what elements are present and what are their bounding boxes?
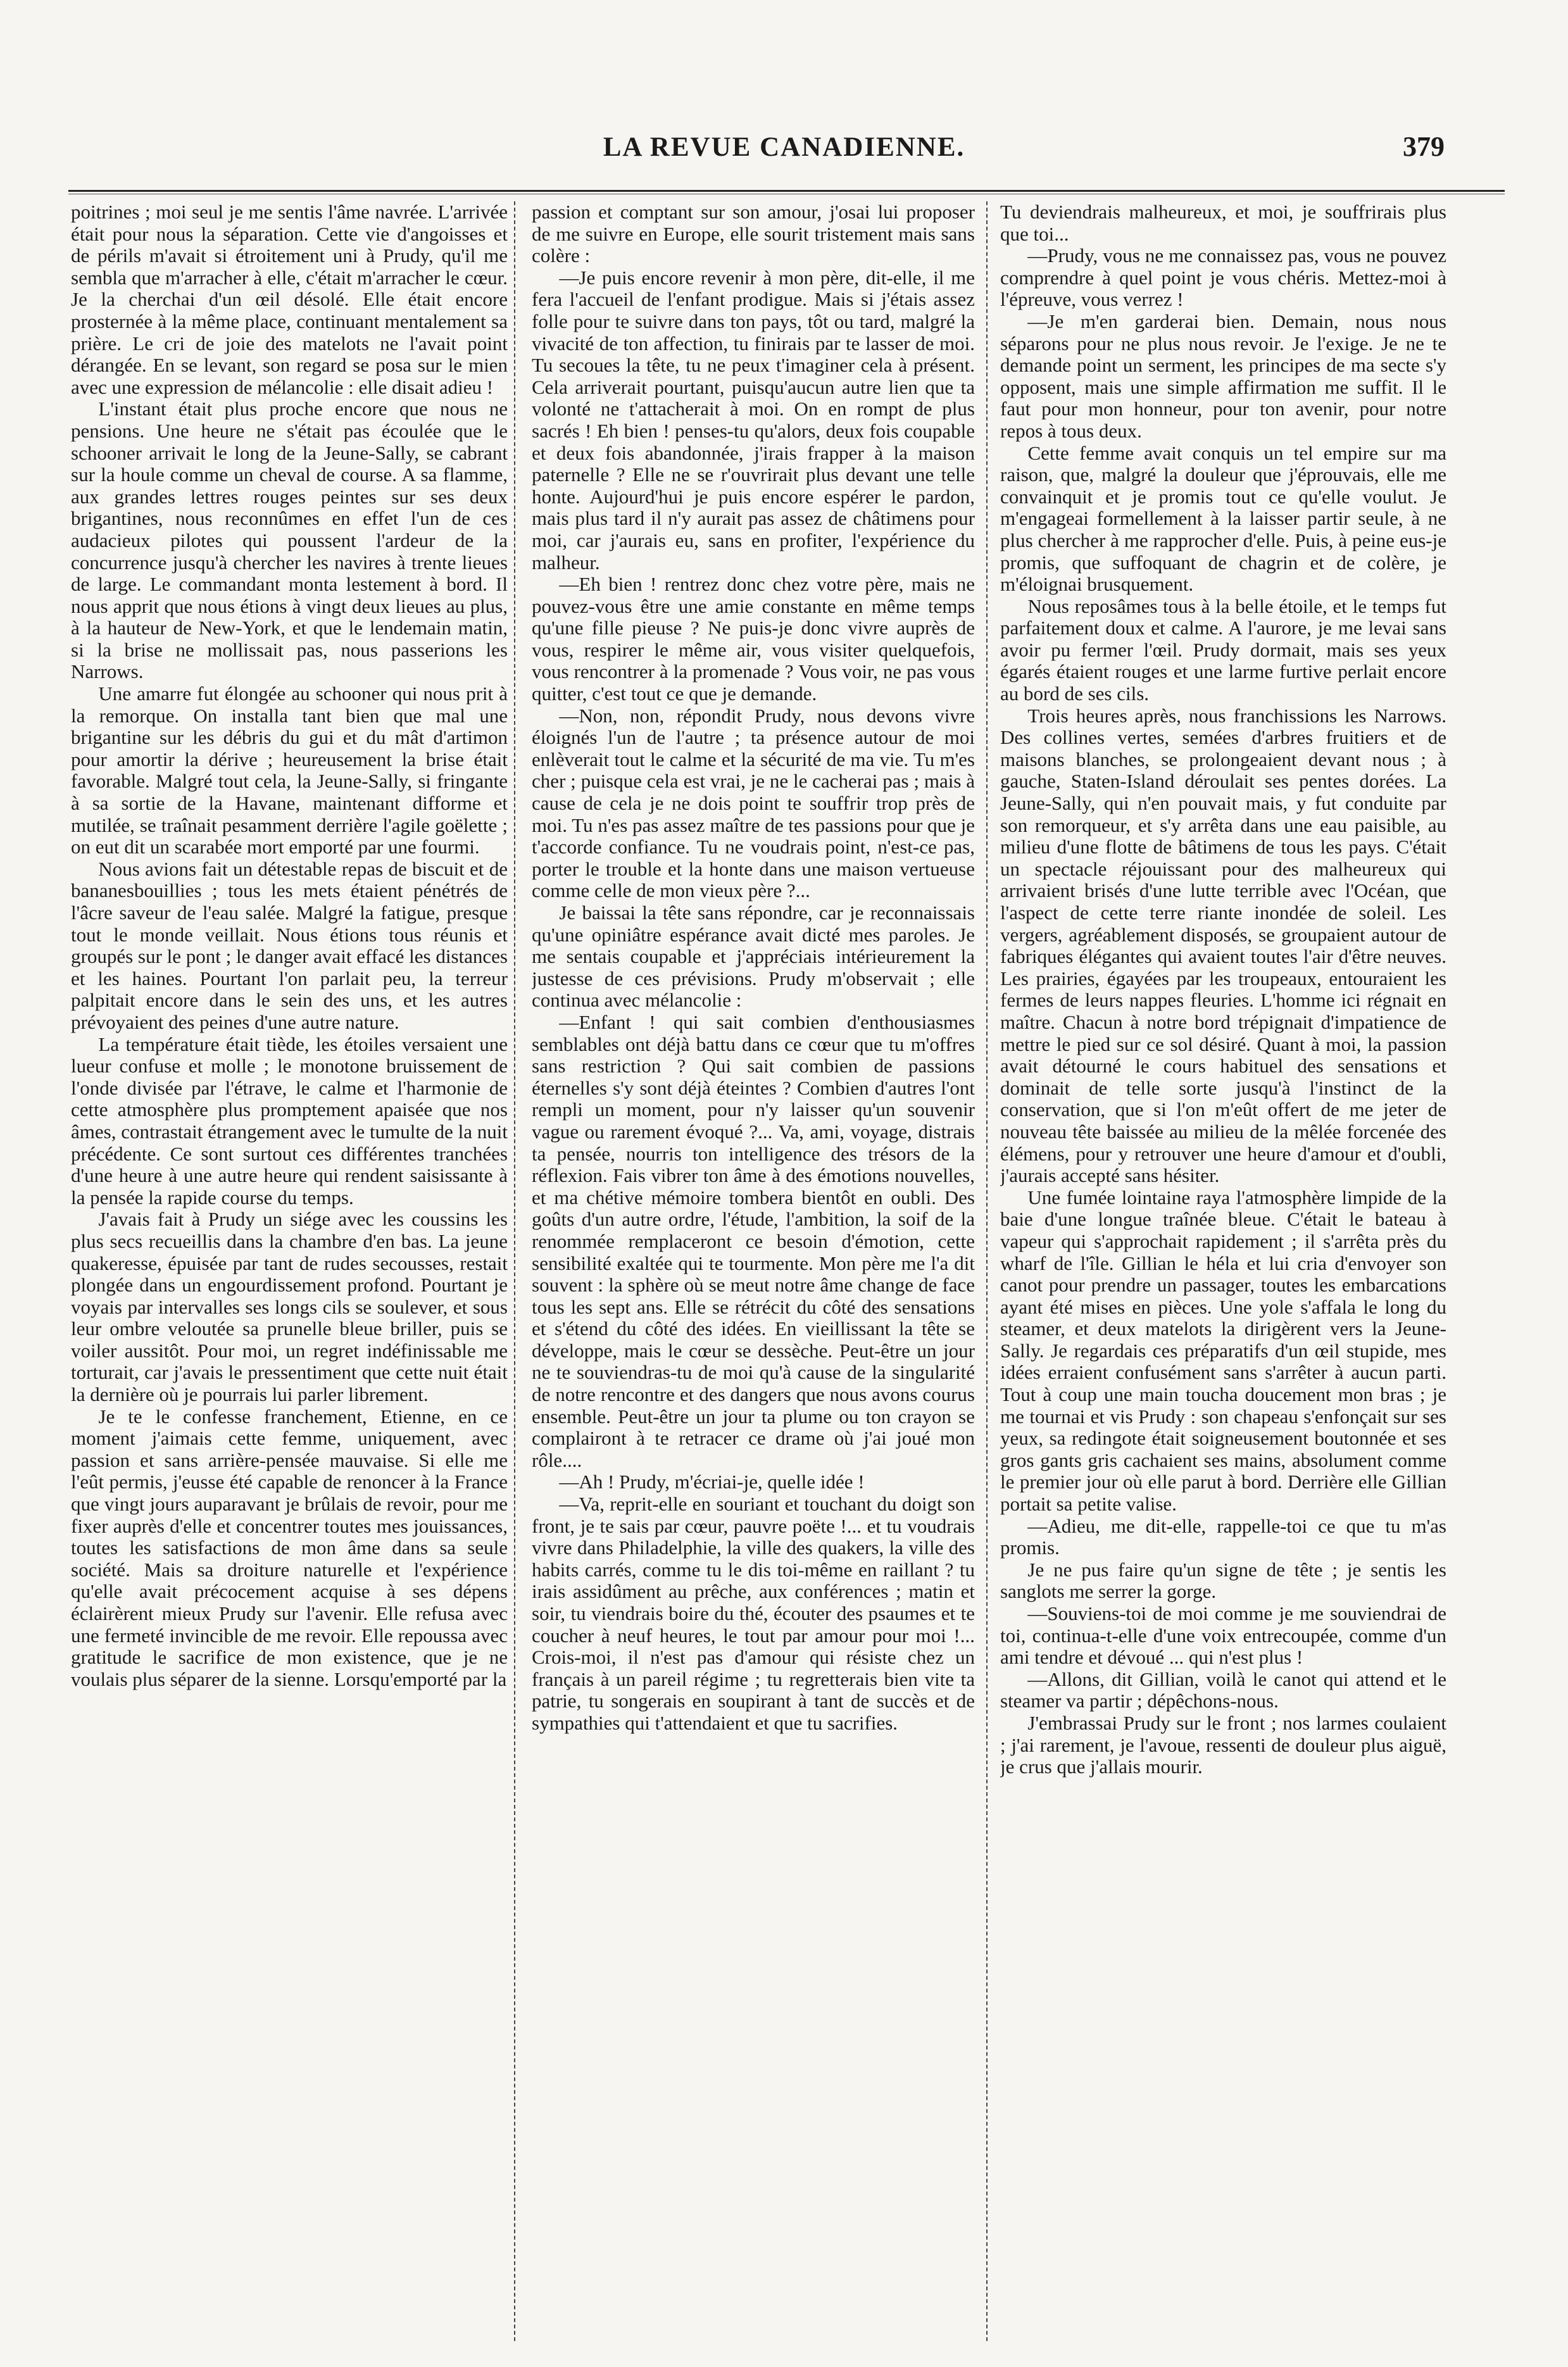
running-header-title: LA REVUE CANADIENNE.	[603, 132, 965, 162]
text-column-3	[1000, 201, 1446, 2347]
column-divider-2	[986, 201, 988, 2341]
paragraph: —Prudy, vous ne me connaissez pas, vous ne pouvez comprendre à quel point je vous chéris. Mettez-moi à l'épreuve, vous verrez !	[1000, 244, 1446, 311]
paragraph: Une fumée lointaine raya l'atmosphère limpide de la baie d'une longue traînée bleue. C'était le bateau à vapeur qui s'approchait rapidement ; il s'arrêta près du wharf de l'île. Gillian le héla et lui cria d'envoyer son canot pour prendre un passager, toutes les embarcations ayant été mises en pièces. Une yole s'affala le long du steamer, et deux matelots la dirigèrent vers la Jeune-Sally. Je regardais ces préparatifs d'un œil stupide, mes idées erraient confusément sans s'arrêter à aucun parti. Tout à coup une main toucha doucement mon bras ; je me tournai et vis Prudy : son chapeau s'enfonçait sur ses yeux, sa redingote était soigneusement boutonnée et ses gros gants gris cachaient ses mains, absolument comme le premier jour où elle parut à bord. Derrière elle Gillian portait sa petite valise.	[1000, 1186, 1446, 1516]
text-column-1	[71, 201, 508, 2347]
paragraph: Je baissai la tête sans répondre, car je reconnaissais qu'une opiniâtre espérance avait dicté mes paroles. Je me sentais coupable et j'appréciais intérieurement la justesse de ces prévisions. Prudy m'observait ; elle continua avec mélancolie :	[532, 901, 975, 1012]
paragraph: L'instant était plus proche encore que nous ne pensions. Une heure ne s'était pas écoulée que le schooner arrivait le long de la Jeune-Sally, se cabrant sur la houle comme un cheval de course. A sa flamme, aux grandes lettres rouges peintes sur ses deux brigantines, nous reconnûmes en effet l'un de ces audacieux pilotes qui poussent l'ardeur de la concurrence jusqu'à chercher les navires à trente lieues de large. Le commandant monta lestement à bord. Il nous apprit que nous étions à vingt deux lieues au plus, à la hauteur de New-York, et que le lendemain matin, si la brise ne mollissait pas, nous passerions les Narrows.	[71, 398, 508, 683]
paragraph: Nous reposâmes tous à la belle étoile, et le temps fut parfaitement doux et calme. A l'aurore, je me levai sans avoir pu fermer l'œil. Prudy dormait, mais ses yeux égarés étaient rouges et une larme furtive perlait encore au bord de ses cils.	[1000, 594, 1446, 705]
paragraph: passion et comptant sur son amour, j'osai lui proposer de me suivre en Europe, elle sourit tristement mais sans colère :	[532, 201, 975, 267]
paragraph: Nous avions fait un détestable repas de biscuit et de bananesbouillies ; tous les mets étaient pénétrés de l'âcre saveur de l'eau salée. Malgré la fatigue, presque tout le monde veillait. Nous étions tous réunis et groupés sur le pont ; le danger avait effacé les distances et les haines. Pourtant l'on parlait peu, la terreur palpitait encore dans le sein des uns, et les autres prévoyaient des peines d'une autre nature.	[71, 857, 508, 1033]
paragraph: —Non, non, répondit Prudy, nous devons vivre éloignés l'un de l'autre ; ta présence autour de moi enlèverait tout le calme et la sécurité de ma vie. Tu m'es cher ; puisque cela est vrai, je ne le cacherai pas ; mais à cause de cela je ne dois point te souffrir trop près de moi. Tu n'es pas assez maître de tes passions pour que je t'accorde confiance. Tu ne voudrais point, n'est-ce pas, porter le trouble et la honte dans une maison vertueuse comme celle de mon vieux père ?...	[532, 704, 975, 902]
paragraph: Je te le confesse franchement, Etienne, en ce moment j'aimais cette femme, uniquement, avec passion et sans arrière-pensée mauvaise. Si elle me l'eût permis, j'eusse été capable de renoncer à la France que vingt jours auparavant je brûlais de revoir, pour me fixer auprès d'elle et concentrer toutes mes jouissances, toutes les satisfactions de mon âme dans sa seule société. Mais sa droiture naturelle et l'expérience qu'elle avait précocement acquise à ses dépens éclairèrent mieux Prudy sur l'avenir. Elle refusa avec une fermeté invincible de me revoir. Elle repoussa avec gratitude le sacrifice de mon existence, que je ne voulais plus séparer de la sienne. Lorsqu'emporté par la	[71, 1405, 508, 1690]
paragraph: J'embrassai Prudy sur le front ; nos larmes coulaient ; j'ai rarement, je l'avoue, ressenti de douleur plus aiguë, je crus que j'allais mourir.	[1000, 1711, 1446, 1778]
paragraph: —Eh bien ! rentrez donc chez votre père, mais ne pouvez-vous être une amie constante en même temps qu'une fille pieuse ? Ne puis-je donc vivre auprès de vous, respirer le même air, vous visiter quelquefois, vous rencontrer à la promenade ? Vous voir, ne pas vous quitter, c'est tout ce que je demande.	[532, 573, 975, 705]
paragraph: —Je m'en garderai bien. Demain, nous nous séparons pour ne plus nous revoir. Je l'exige. Je ne te demande point un serment, les principes de ma secte s'y opposent, mais une simple affirmation me suffit. Il le faut pour mon honneur, pour ton avenir, pour notre repos à tous deux.	[1000, 310, 1446, 442]
paragraph: J'avais fait à Prudy un siége avec les coussins les plus secs recueillis dans la chambre d'en bas. La jeune quakeresse, épuisée par tant de rudes secousses, restait plongée dans un engourdissement profond. Pourtant je voyais par intervalles ses longs cils se soulever, et sous leur ombre veloutée sa prunelle bleue briller, puis se voiler aussitôt. Pour moi, un regret indéfinissable me torturait, car j'avais le pressentiment que cette nuit était la dernière où je pourrais lui parler librement.	[71, 1208, 508, 1406]
paragraph: —Enfant ! qui sait combien d'enthousiasmes semblables ont déjà battu dans ce cœur que tu m'offres sans restriction ? Qui sait combien de passions éternelles s'y sont déjà éteintes ? Combien d'autres l'ont rempli un moment, pour n'y laisser qu'un souvenir vague ou rarement évoqué ?... Va, ami, voyage, distrais ta pensée, nourris ton intelligence des trésors de la réflexion. Fais vibrer ton âme à des émotions nouvelles, et ma chétive mémoire tombera bientôt en oubli. Des goûts d'un autre ordre, l'étude, l'ambition, la soif de la renommée remplaceront ce besoin d'émotion, cette sensibilité exaltée qui te tourmente. Mon père me l'a dit souvent : la sphère où se meut notre âme change de face tous les sept ans. Elle se rétrécit du côté des sensations et s'étend du côté des idées. En vieillissant la tête se développe, mais le cœur se dessèche. Peut-être un jour ne te souviendras-tu de moi qu'à cause de la singularité de notre rencontre et des dangers que nous avons courus ensemble. Peut-être un jour ta plume ou ton crayon se complairont à te retracer ce drame où j'ai joué mon rôle....	[532, 1010, 975, 1471]
paragraph: —Allons, dit Gillian, voilà le canot qui attend et le steamer va partir ; dépêchons-nous.	[1000, 1667, 1446, 1712]
paragraph: Je ne pus faire qu'un signe de tête ; je sentis les sanglots me serrer la gorge.	[1000, 1558, 1446, 1603]
paragraph: Trois heures après, nous franchissions les Narrows. Des collines vertes, semées d'arbres fruitiers et de maisons blanches, se prolongeaient devant nous ; à gauche, Staten-Island déroulait ses pentes dorées. La Jeune-Sally, qui n'en pouvait mais, y fut conduite par son remorqueur, et s'y arrêta dans une eau paisible, au milieu d'une flotte de bâtimens de tous les pays. C'était un spectacle réjouissant pour des malheureux qui arrivaient brisés d'une lutte terrible avec l'Océan, que l'aspect de cette terre riante inondée de soleil. Les vergers, agréablement disposés, se groupaient autour de fabriques élégantes qui avaient toutes l'air d'être neuves. Les prairies, égayées par les troupeaux, entouraient les fermes de leurs nappes fleuries. L'homme ici régnait en maître. Chacun à notre bord trépignait d'impatience de mettre le pied sur ce sol désiré. Quant à moi, la passion avait détourné le cours habituel des sensations et dominait de telle sorte jusqu'à l'instinct de la conservation, que si l'on m'eût offert de me jeter de nouveau tête baissée au milieu de la mêlée forcenée des élémens, pour y retrouver une heure d'amour et d'oubli, j'aurais accepté sans hésiter.	[1000, 704, 1446, 1187]
paragraph: La température était tiède, les étoiles versaient une lueur confuse et molle ; le monotone bruissement de l'onde divisée par l'étrave, le calme et l'harmonie de cette atmosphère plus promptement apaisée que nos âmes, contrastait étrangement avec le tumulte de la nuit précédente. Ce sont surtout ces différentes tranchées d'une heure à une autre heure qui rendent saisissante à la pensée la rapide course du temps.	[71, 1033, 508, 1209]
paragraph: —Ah ! Prudy, m'écriai-je, quelle idée !	[559, 1471, 865, 1493]
paragraph: Cette femme avait conquis un tel empire sur ma raison, que, malgré la douleur que j'éprouvais, elle me convainquit et je promis tout ce qu'elle voulut. Je m'engageai formellement à la laisser partir seule, à ne plus chercher à me rapprocher d'elle. Puis, à peine eus-je promis, que suffoquant de chagrin et de colère, je m'éloignai brusquement.	[1000, 441, 1446, 596]
paragraph: —Je puis encore revenir à mon père, dit-elle, il me fera l'accueil de l'enfant prodigue. Mais si j'étais assez folle pour te suivre dans ton pays, tôt ou tard, malgré la vivacité de ton affection, tu finirais par te lasser de moi. Tu secoues la tête, tu ne peux t'imaginer cela à présent. Cela arriverait pourtant, puisqu'aucun autre lien que ta volonté ne t'attacherait à moi. On en rompt de plus sacrés ! Eh bien ! penses-tu qu'alors, deux fois coupable et deux fois abandonnée, j'irais frapper à la maison paternelle ? Elle ne se r'ouvrirait plus devant une telle honte. Aujourd'hui je puis encore espérer le pardon, mais plus tard il n'y aurait pas assez de châtimens pour moi, car j'aurais eu, sans en profiter, l'expérience du malheur.	[532, 266, 975, 574]
text-column-2	[532, 201, 975, 2347]
page-number: 379	[1403, 131, 1445, 162]
paragraph: —Va, reprit-elle en souriant et touchant du doigt son front, je te sais par cœur, pauvre poëte !... et tu voudrais vivre dans Philadelphie, la ville des quakers, la ville des habits carrés, comme tu le dis toi-même en raillant ? tu irais assidûment au prêche, aux conférences ; matin et soir, tu viendrais boire du thé, écouter des psaumes et te coucher à neuf heures, le tout par amour pour moi !... Crois-moi, il n'est pas d'amour qui résiste chez un français à un pareil régime ; tu regretterais bien vite ta patrie, tu songerais en soupirant à tant de succès et de sympathies qui t'attendaient et que tu sacrifies.	[532, 1493, 975, 1734]
paragraph: Tu deviendrais malheureux, et moi, je souffrirais plus que toi...	[1000, 201, 1446, 245]
paragraph: —Souviens-toi de moi comme je me souviendrai de toi, continua-t-elle d'une voix entrecoupée, comme d'un ami tendre et dévoué ... qui n'est plus !	[1000, 1602, 1446, 1669]
header-rule	[68, 190, 1505, 192]
column-divider-1	[514, 201, 515, 2341]
paragraph: Une amarre fut élongée au schooner qui nous prit à la remorque. On installa tant bien que mal une brigantine sur les débris du gui et du mât d'artimon pour amortir la dérive ; heureusement la brise était favorable. Malgré tout cela, la Jeune-Sally, si fringante à sa sortie de la Havane, maintenant difforme et mutilée, se traînait pesamment derrière l'agile goëlette ; on eut dit un scarabée mort emporté par une fourmi.	[71, 682, 508, 858]
paragraph: —Adieu, me dit-elle, rappelle-toi ce que tu m'as promis.	[1000, 1514, 1446, 1559]
paragraph: poitrines ; moi seul je me sentis l'âme navrée. L'arrivée était pour nous la séparation. Cette vie d'angoisses et de périls m'avait si étroitement uni à Prudy, qu'il me sembla que m'arracher à elle, c'était m'arracher le cœur. Je la cherchai d'un œil désolé. Elle était encore prosternée à la même place, continuant mentalement sa prière. Le cri de joie des matelots ne l'avait point dérangée. En se levant, son regard se posa sur le mien avec une expression de mélancolie : elle disait adieu !	[71, 201, 508, 398]
